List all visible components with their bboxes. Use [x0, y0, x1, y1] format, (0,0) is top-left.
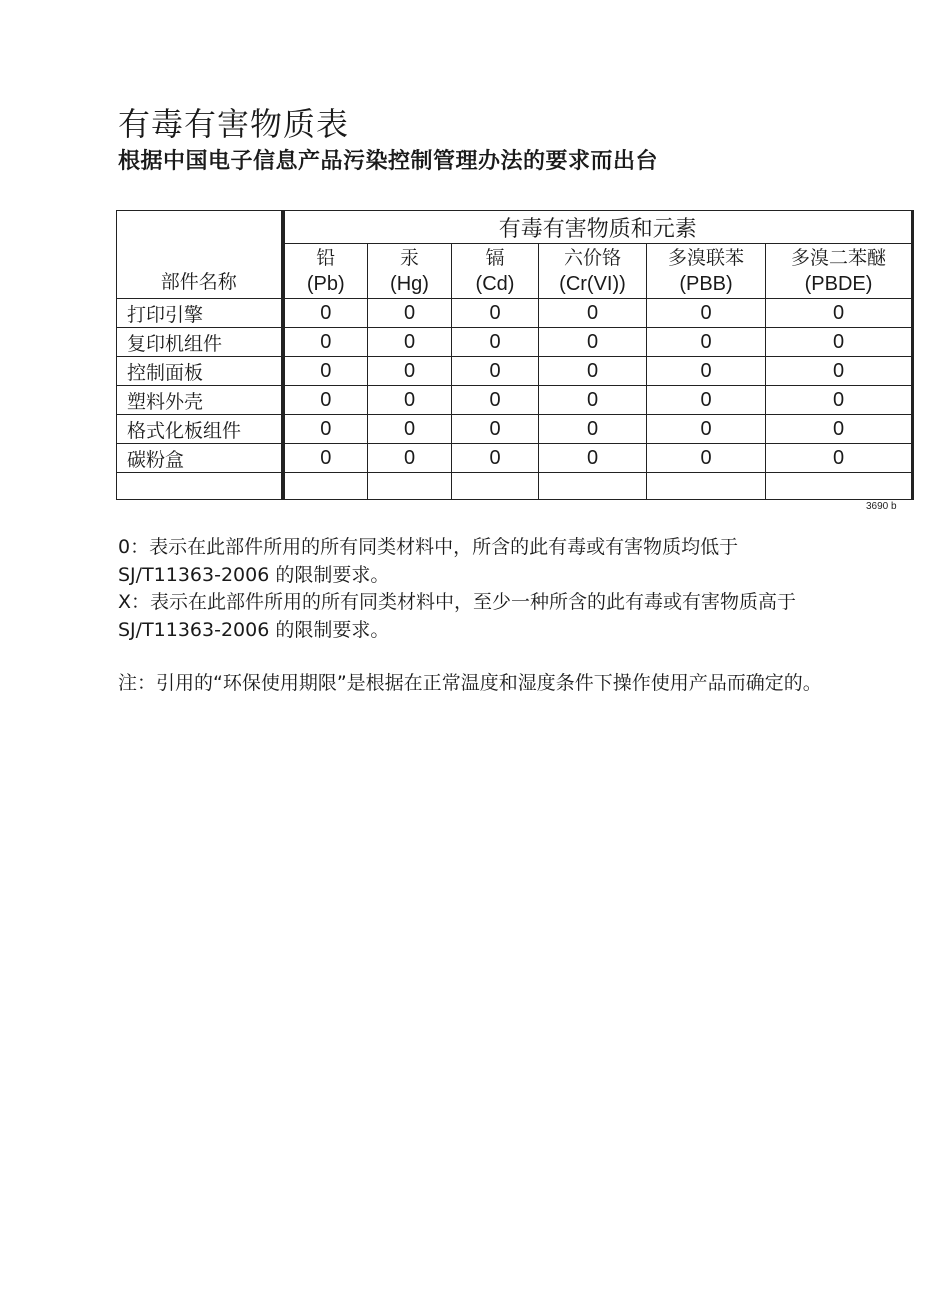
- value-cell: 0: [539, 328, 647, 357]
- table-row: [117, 299, 913, 328]
- value-cell: 0: [539, 299, 647, 328]
- part-name-cell: 控制面板: [117, 357, 283, 386]
- figure-code: 3690 b: [866, 501, 897, 512]
- empty-cell: [766, 473, 913, 500]
- table-row-empty: [117, 473, 913, 500]
- empty-cell: [117, 473, 283, 500]
- value-cell: 0: [283, 357, 368, 386]
- empty-cell: [647, 473, 766, 500]
- empty-cell: [539, 473, 647, 500]
- column-header-pbde: [766, 244, 913, 299]
- value-cell: 0: [647, 357, 766, 386]
- part-name-cell: 碳粉盒: [117, 444, 283, 473]
- value-cell: 0: [368, 328, 452, 357]
- column-header-mercury: [368, 244, 452, 299]
- value-cell: 0: [766, 415, 913, 444]
- table-group-header-row: [117, 211, 913, 244]
- column-header-symbol: (Cr(VI)): [559, 273, 626, 295]
- column-header-symbol: (Pb): [306, 273, 345, 295]
- column-header-label: 铅: [316, 247, 336, 269]
- value-cell: 0: [766, 299, 913, 328]
- note-zero-line1: 0：表示在此部件所用的所有同类材料中，所含的此有毒或有害物质均低于: [118, 536, 739, 558]
- value-cell: 0: [283, 415, 368, 444]
- value-cell: 0: [452, 357, 539, 386]
- part-name-cell: 打印引擎: [117, 299, 283, 328]
- value-cell: 0: [539, 444, 647, 473]
- column-header-symbol: (Hg): [390, 273, 429, 295]
- value-cell: 0: [766, 328, 913, 357]
- value-cell: 0: [539, 386, 647, 415]
- column-header-cadmium: [452, 244, 539, 299]
- value-cell: 0: [368, 444, 452, 473]
- table-row: [117, 386, 913, 415]
- table-row: [117, 415, 913, 444]
- page-subtitle: 根据中国电子信息产品污染控制管理办法的要求而出台: [118, 149, 659, 174]
- part-name-cell: 复印机组件: [117, 328, 283, 357]
- column-header-label: 镉: [485, 247, 505, 269]
- value-cell: 0: [539, 415, 647, 444]
- hazardous-substances-table: [116, 210, 914, 500]
- value-cell: 0: [452, 299, 539, 328]
- value-cell: 0: [283, 386, 368, 415]
- empty-cell: [368, 473, 452, 500]
- value-cell: 0: [766, 444, 913, 473]
- note-zero-line2: SJ/T11363-2006 的限制要求。: [118, 563, 390, 586]
- page-title: 有毒有害物质表: [118, 105, 350, 143]
- value-cell: 0: [283, 328, 368, 357]
- note-remark: 注：引用的“环保使用期限”是根据在正常温度和湿度条件下操作使用产品而确定的。: [118, 672, 822, 694]
- column-header-chromium-vi: [539, 244, 647, 299]
- value-cell: 0: [647, 415, 766, 444]
- empty-cell: [452, 473, 539, 500]
- note-x-line1: X：表示在此部件所用的所有同类材料中，至少一种所含的此有毒或有害物质高于: [118, 591, 797, 613]
- part-name-header: 部件名称: [117, 211, 283, 299]
- empty-cell: [283, 473, 368, 500]
- column-header-symbol: (PBB): [679, 273, 733, 295]
- column-header-label: 汞: [399, 247, 419, 269]
- table-row: [117, 444, 913, 473]
- value-cell: 0: [283, 444, 368, 473]
- value-cell: 0: [368, 299, 452, 328]
- value-cell: 0: [766, 386, 913, 415]
- column-header-symbol: (PBDE): [804, 273, 873, 295]
- note-x-line2: SJ/T11363-2006 的限制要求。: [118, 618, 390, 641]
- value-cell: 0: [647, 386, 766, 415]
- value-cell: 0: [452, 415, 539, 444]
- value-cell: 0: [766, 357, 913, 386]
- column-header-lead: [283, 244, 368, 299]
- value-cell: 0: [283, 299, 368, 328]
- value-cell: 0: [368, 386, 452, 415]
- part-name-cell: 格式化板组件: [117, 415, 283, 444]
- value-cell: 0: [368, 415, 452, 444]
- value-cell: 0: [539, 357, 647, 386]
- column-header-label: 多溴联苯: [667, 247, 744, 269]
- column-header-label: 多溴二苯醚: [791, 247, 887, 269]
- column-header-label: 六价铬: [563, 247, 621, 269]
- column-header-pbb: [647, 244, 766, 299]
- notes-section: [118, 534, 938, 698]
- column-header-symbol: (Cd): [475, 273, 515, 295]
- value-cell: 0: [452, 386, 539, 415]
- notes-spacer: [118, 644, 938, 670]
- part-name-cell: 塑料外壳: [117, 386, 283, 415]
- value-cell: 0: [368, 357, 452, 386]
- substances-group-header: 有毒有害物质和元素: [283, 211, 913, 244]
- value-cell: 0: [452, 444, 539, 473]
- value-cell: 0: [452, 328, 539, 357]
- table-row: [117, 328, 913, 357]
- value-cell: 0: [647, 444, 766, 473]
- value-cell: 0: [647, 299, 766, 328]
- table-row: [117, 357, 913, 386]
- value-cell: 0: [647, 328, 766, 357]
